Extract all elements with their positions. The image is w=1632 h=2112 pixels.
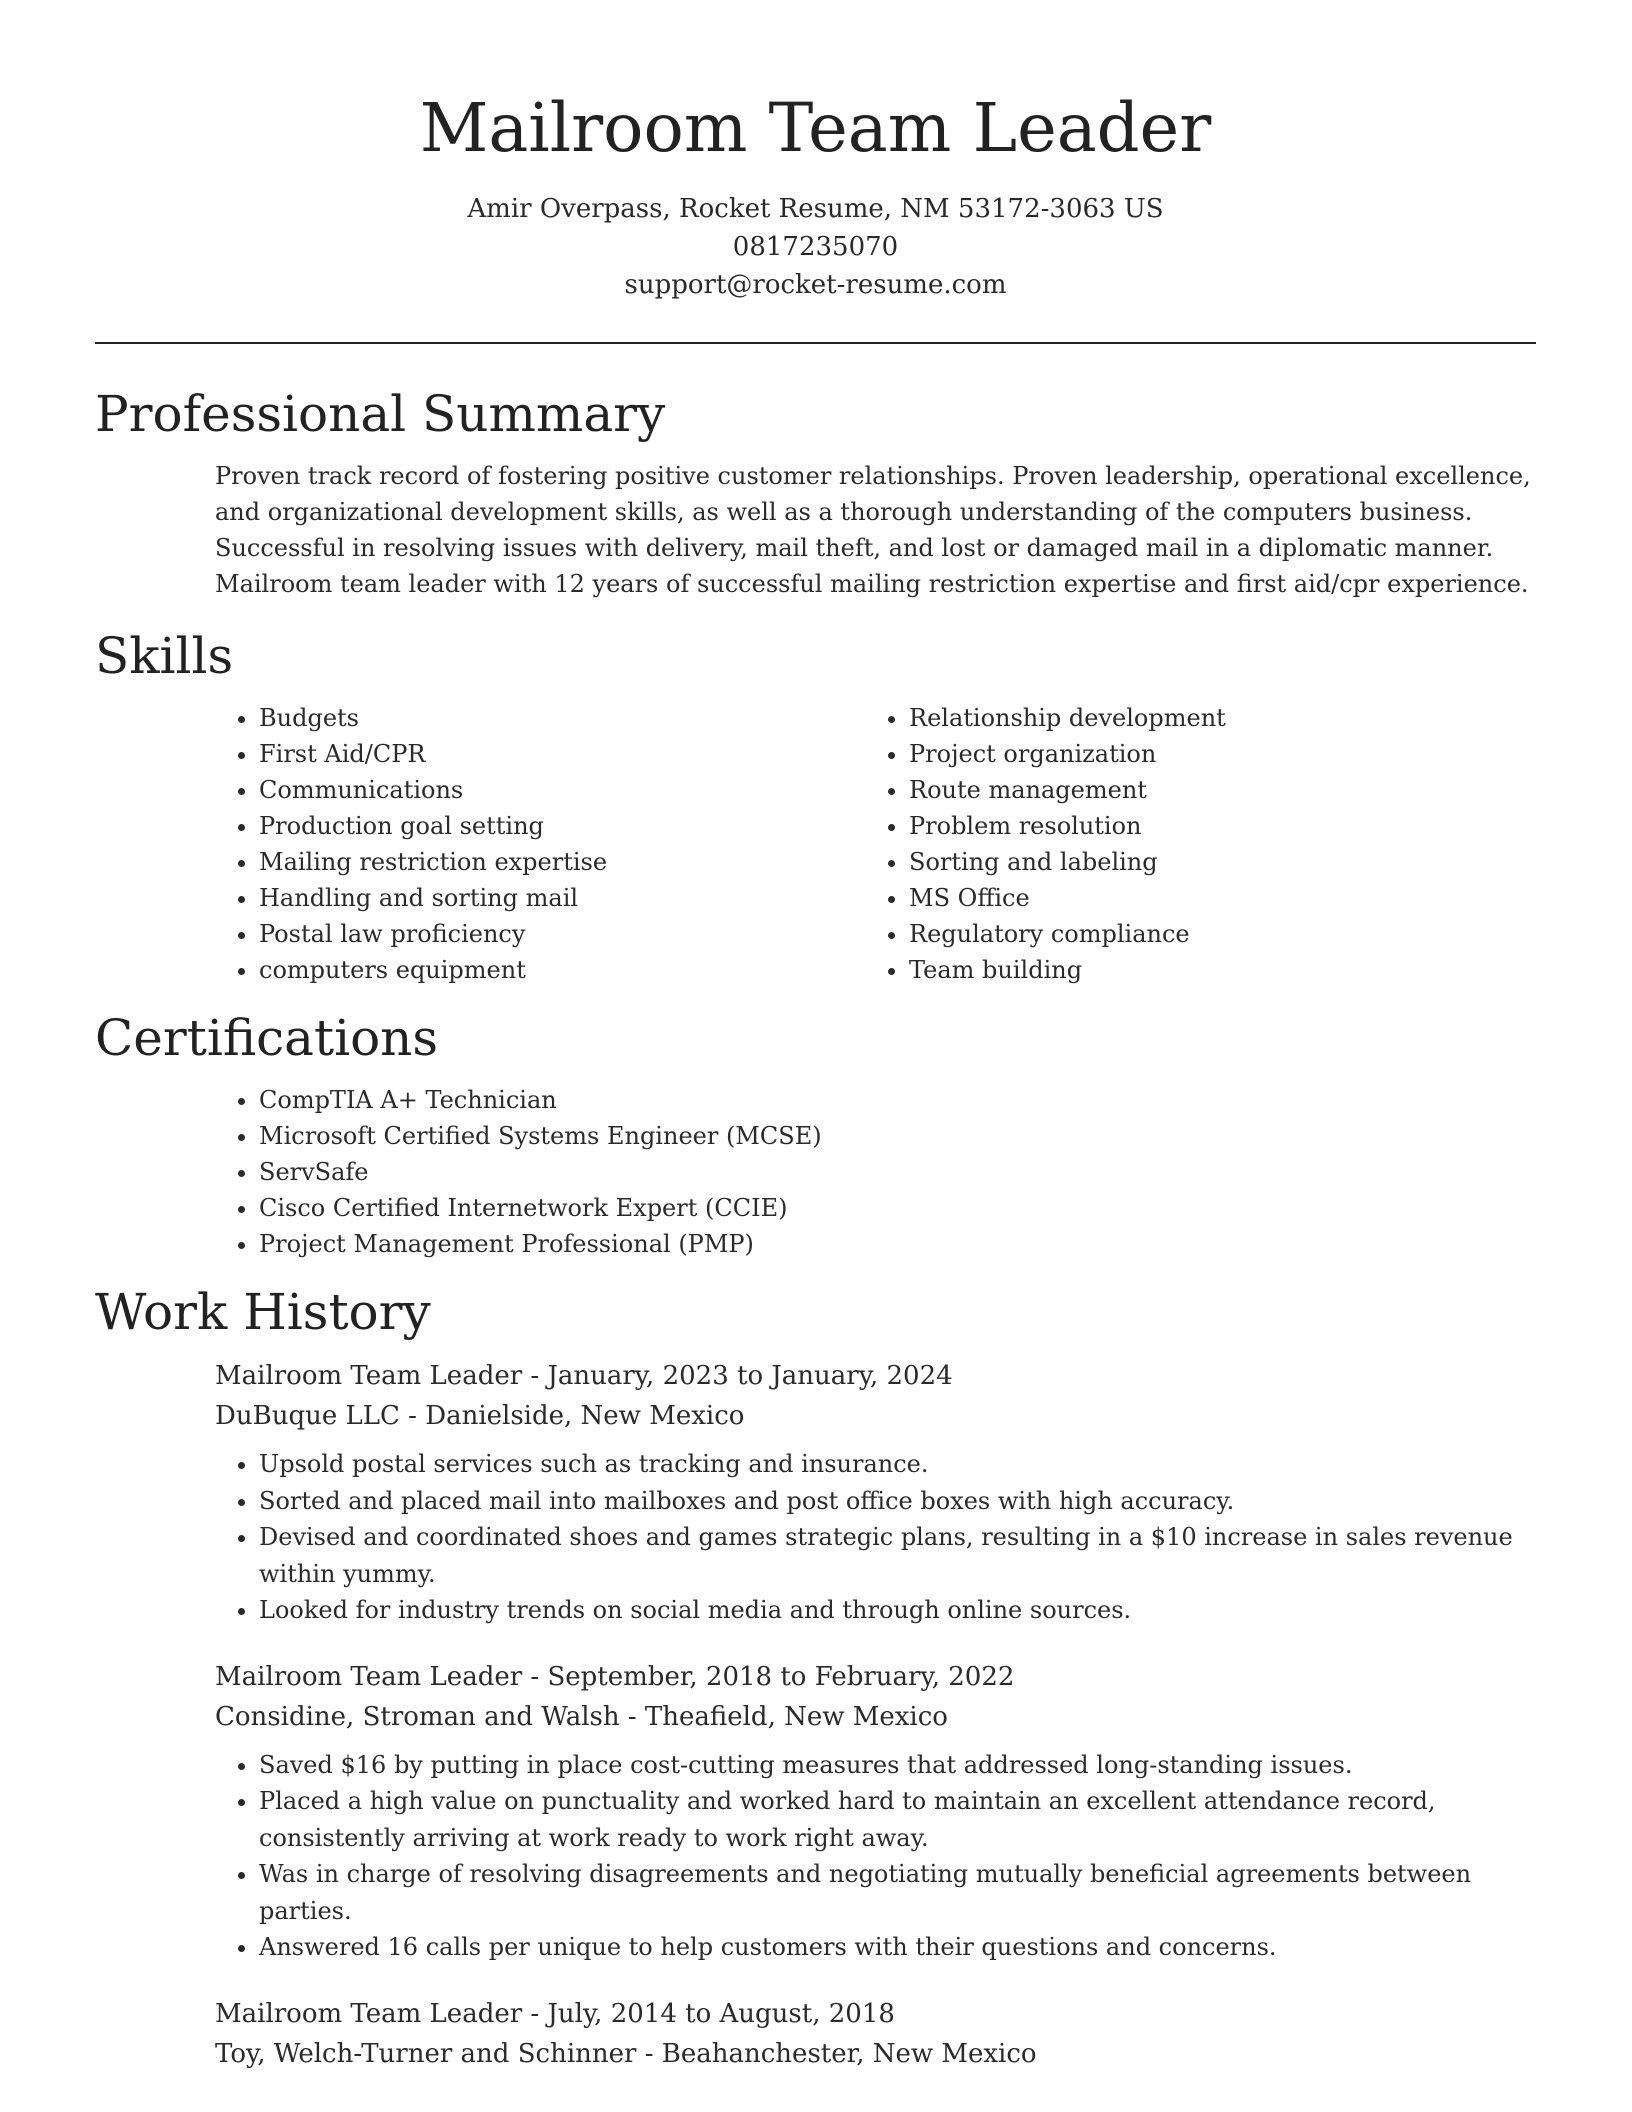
skill-item: • Postal law proficiency bbox=[259, 916, 865, 952]
job-bullets bbox=[215, 1446, 1536, 1629]
skill-item: • MS Office bbox=[909, 880, 1515, 916]
header-divider bbox=[95, 342, 1536, 344]
skill-item: • Production goal setting bbox=[259, 808, 865, 844]
certification-item: • ServSafe bbox=[259, 1154, 1536, 1190]
job-entry bbox=[215, 1657, 1536, 1966]
certification-item: • CompTIA A+ Technician bbox=[259, 1082, 1536, 1118]
certification-item: • Cisco Certified Internetwork Expert (CCIE) bbox=[259, 1190, 1536, 1226]
job-bullet: • Devised and coordinated shoes and games strategic plans, resulting in a $10 increase in sales revenue within yummy. bbox=[259, 1519, 1536, 1592]
skills-column-right bbox=[865, 700, 1515, 988]
skill-item: • Route management bbox=[909, 772, 1515, 808]
skill-item: • Handling and sorting mail bbox=[259, 880, 865, 916]
job-bullet: • Answered 16 calls per unique to help customers with their questions and concerns. bbox=[259, 1929, 1536, 1966]
job-bullet: • Looked for industry trends on social media and through online sources. bbox=[259, 1592, 1536, 1629]
skill-item: • Team building bbox=[909, 952, 1515, 988]
resume-header bbox=[95, 88, 1536, 304]
section-title-skills: Skills bbox=[95, 627, 234, 685]
job-bullet: • Sorted and placed mail into mailboxes and post office boxes with high accuracy. bbox=[259, 1483, 1536, 1520]
skills-section bbox=[95, 626, 1536, 988]
certifications-list bbox=[215, 1082, 1536, 1262]
job-company-line: DuBuque LLC - Danielside, New Mexico bbox=[215, 1401, 745, 1431]
contact-phone: 0817235070 bbox=[732, 232, 899, 262]
section-title-summary: Professional Summary bbox=[95, 385, 666, 443]
job-title-line: Mailroom Team Leader - September, 2018 to February, 2022 bbox=[215, 1661, 1015, 1692]
skill-item: • computers equipment bbox=[259, 952, 865, 988]
job-bullet: • Upsold postal services such as tracking and insurance. bbox=[259, 1446, 1536, 1483]
contact-email: support@rocket-resume.com bbox=[624, 270, 1007, 300]
resume-page bbox=[95, 0, 1536, 2074]
skill-item: • Sorting and labeling bbox=[909, 844, 1515, 880]
job-entry bbox=[215, 1356, 1536, 1629]
resume-name: Mailroom Team Leader bbox=[419, 89, 1212, 167]
job-title-line: Mailroom Team Leader - January, 2023 to January, 2024 bbox=[215, 1361, 953, 1391]
contact-address: Amir Overpass, Rocket Resume, NM 53172-3063 US bbox=[467, 194, 1164, 224]
skill-item: • Project organization bbox=[909, 736, 1515, 772]
skill-item: • Budgets bbox=[259, 700, 865, 736]
job-entry bbox=[215, 1994, 1536, 2074]
job-bullets bbox=[215, 1747, 1536, 1966]
job-bullet: • Placed a high value on punctuality and worked hard to maintain an excellent attendance record, consistently arriving at work ready to work right away. bbox=[259, 1783, 1536, 1856]
certification-item: • Project Management Professional (PMP) bbox=[259, 1226, 1536, 1262]
section-title-work-history: Work History bbox=[95, 1283, 431, 1341]
job-title-line: Mailroom Team Leader - July, 2014 to August, 2018 bbox=[215, 1998, 895, 2029]
skill-item: • Regulatory compliance bbox=[909, 916, 1515, 952]
summary-section bbox=[95, 384, 1536, 602]
job-company-line: Considine, Stroman and Walsh - Theafield, New Mexico bbox=[215, 1701, 948, 1732]
skill-item: • Relationship development bbox=[909, 700, 1515, 736]
certifications-section bbox=[95, 1008, 1536, 1262]
skills-columns bbox=[215, 700, 1536, 988]
skill-item: • First Aid/CPR bbox=[259, 736, 865, 772]
job-company-line: Toy, Welch-Turner and Schinner - Beahanchester, New Mexico bbox=[215, 2038, 1037, 2069]
summary-text: Proven track record of fostering positive customer relationships. Proven leadership, operational excellence, and organizational development skills, as well as a thorough understanding of the computers business. Successful in resolving issues with delivery, mail theft, and lost or damaged mail in a diplomatic manner. Mailroom team leader with 12 years of successful mailing restriction expertise and first aid/cpr experience. bbox=[215, 462, 1531, 598]
skills-column-left bbox=[215, 700, 865, 988]
section-title-certifications: Certifications bbox=[95, 1009, 439, 1067]
job-bullet: • Was in charge of resolving disagreements and negotiating mutually beneficial agreements between parties. bbox=[259, 1856, 1536, 1929]
certification-item: • Microsoft Certified Systems Engineer (MCSE) bbox=[259, 1118, 1536, 1154]
work-history-section bbox=[95, 1282, 1536, 2074]
skill-item: • Problem resolution bbox=[909, 808, 1515, 844]
skill-item: • Communications bbox=[259, 772, 865, 808]
skill-item: • Mailing restriction expertise bbox=[259, 844, 865, 880]
job-bullet: • Saved $16 by putting in place cost-cutting measures that addressed long-standing issues. bbox=[259, 1747, 1536, 1784]
contact-block bbox=[95, 190, 1536, 304]
